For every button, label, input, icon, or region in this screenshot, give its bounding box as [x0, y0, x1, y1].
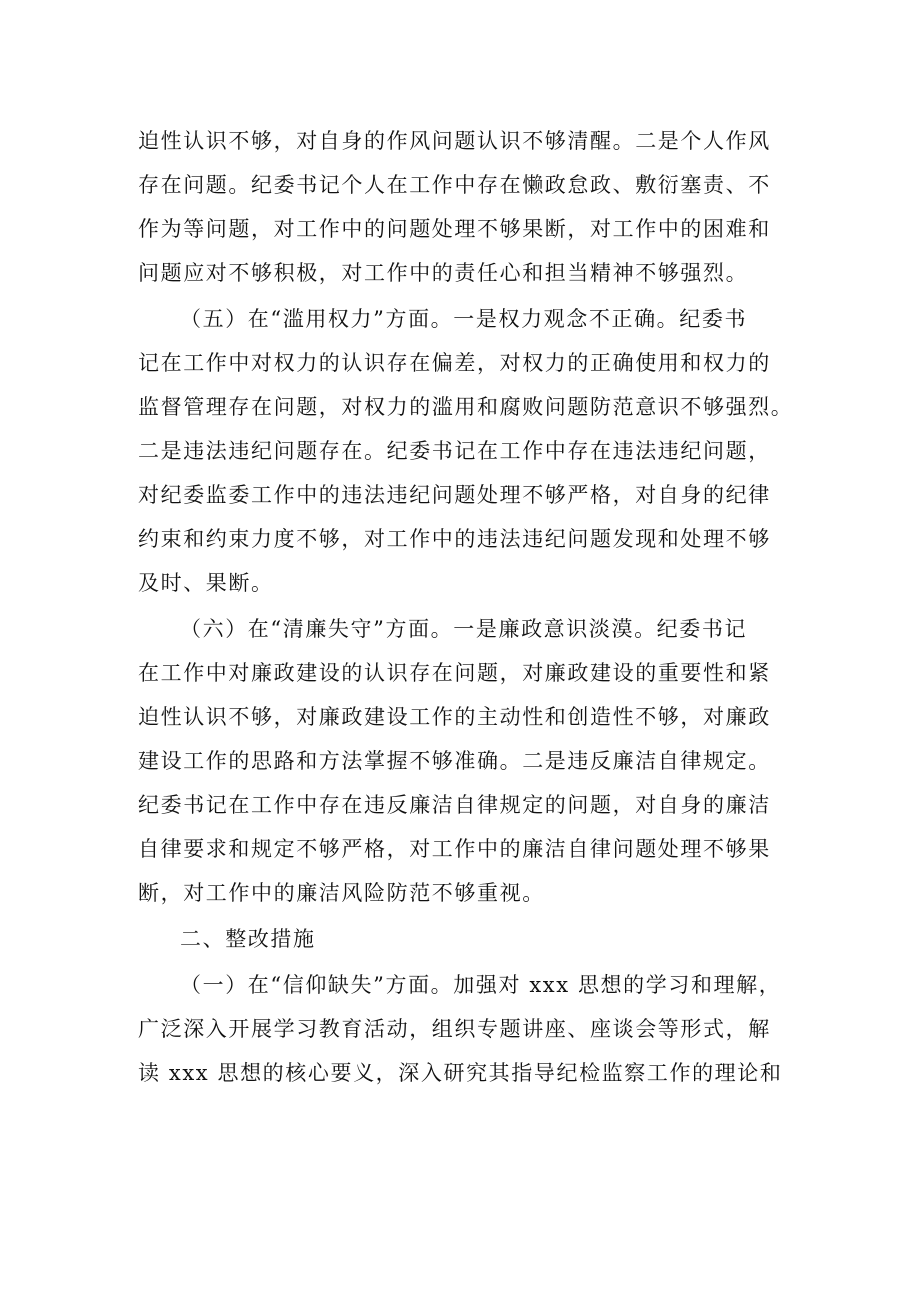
paragraph-line-14: 迫性认识不够，对廉政建设工作的主动性和创造性不够，对廉政: [138, 705, 771, 729]
paragraph-line-3: 作为等问题，对工作中的问题处理不够果断，对工作中的困难和: [138, 217, 771, 241]
paragraph-line-9: 对纪委监委工作中的违法违纪问题处理不够严格，对自身的纪律: [138, 483, 771, 507]
subsection-one-first-line: （一）在“信仰缺失”方面。加强对 xxx 思想的学习和理解，: [180, 973, 782, 997]
paragraph-line-13: 在工作中对廉政建设的认识存在问题，对廉政建设的重要性和紧: [138, 661, 771, 685]
paragraph-line-7: 监督管理存在问题，对权力的滥用和腐败问题防范意识不够强烈。: [138, 395, 794, 419]
section-five-first-line: （五）在“滥用权力”方面。一是权力观念不正确。纪委书: [180, 307, 748, 331]
paragraph-line-17: 自律要求和规定不够严格，对工作中的廉洁自律问题处理不够果: [138, 837, 771, 861]
paragraph-line-4: 问题应对不够积极，对工作中的责任心和担当精神不够强烈。: [138, 261, 749, 285]
paragraph-line-6: 记在工作中对权力的认识存在偏差，对权力的正确使用和权力的: [138, 351, 771, 375]
paragraph-line-11: 及时、果断。: [138, 571, 274, 595]
section-six-first-line: （六）在“清廉失守”方面。一是廉政意识淡漠。纪委书记: [180, 617, 748, 641]
paragraph-line-2: 存在问题。纪委书记个人在工作中存在懒政怠政、敷衍塞责、不: [138, 173, 771, 197]
paragraph-line-10: 约束和约束力度不够，对工作中的违法违纪问题发现和处理不够: [138, 527, 771, 551]
section-heading-rectification: 二、整改措施: [180, 927, 316, 951]
paragraph-line-1: 迫性认识不够，对自身的作风问题认识不够清醒。二是个人作风: [138, 129, 771, 153]
paragraph-line-22: 读 xxx 思想的核心要义，深入研究其指导纪检监察工作的理论和: [138, 1061, 783, 1085]
paragraph-line-21: 广泛深入开展学习教育活动，组织专题讲座、座谈会等形式，解: [138, 1017, 771, 1041]
paragraph-line-16: 纪委书记在工作中存在违反廉洁自律规定的问题，对自身的廉洁: [138, 793, 771, 817]
paragraph-line-15: 建设工作的思路和方法掌握不够准确。二是违反廉洁自律规定。: [138, 749, 771, 773]
paragraph-line-8: 二是违法违纪问题存在。纪委书记在工作中存在违法违纪问题，: [138, 439, 771, 463]
paragraph-line-18: 断，对工作中的廉洁风险防范不够重视。: [138, 881, 545, 905]
